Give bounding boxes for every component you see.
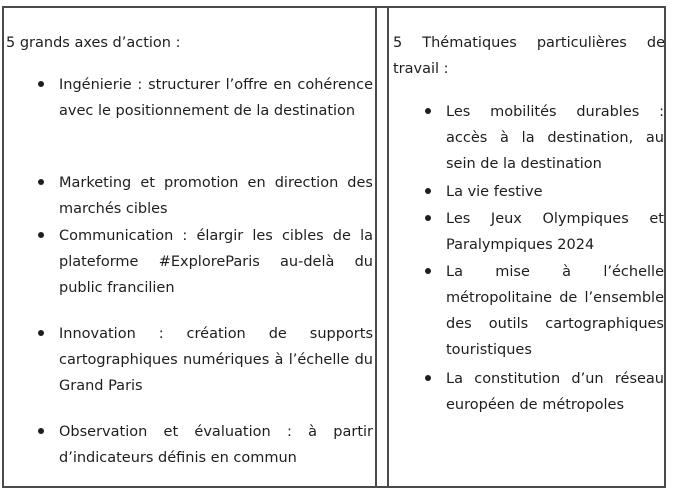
bullet-icon [425,188,431,194]
list-item [59,223,373,301]
column-divider [375,8,389,486]
list-item [59,170,373,222]
bullet-icon [425,375,431,381]
list-item-text: Les Jeux Olympiques et Paralympiques 2024 [446,211,664,253]
list-item-text: Innovation : création de supports cartographiques numériques à l’échelle du Grand Paris [59,326,373,394]
list-item-text: La vie festive [446,184,543,200]
bullet-icon [425,108,431,114]
list-item-text: La constitution d’un réseau européen de métropoles [446,371,664,413]
action-axes-column [4,8,374,486]
list-item-text: Observation et évaluation : à partir d’indicateurs définis en commun [59,424,373,466]
list-item [446,366,664,418]
list-item [59,419,373,471]
list-item-text: Marketing et promotion en direction des marchés cibles [59,175,373,217]
list-item [59,321,373,399]
list-item-text: La mise à l’échelle métropolitaine de l’ensemble des outils cartographiques touristiques [446,264,664,358]
list-item-text: Communication : élargir les cibles de la plateforme #ExploreParis au-delà du public francilien [59,228,373,296]
list-item [446,99,664,177]
bullet-icon [38,428,44,434]
list-item [59,72,373,124]
bullet-icon [38,179,44,185]
bullet-icon [38,81,44,87]
bullet-icon [425,268,431,274]
bullet-icon [38,330,44,336]
list-item-text: Les mobilités durables : accès à la destination, au sein de la destination [446,104,664,172]
action-axes-heading: 5 grands axes d’action : [6,35,181,51]
bullet-icon [38,232,44,238]
list-item [446,259,664,363]
themes-heading: 5 Thématiques particulières de travail : [393,35,665,77]
list-item-text: Ingénierie : structurer l’offre en cohérence avec le positionnement de la destination [59,77,373,119]
list-item [446,179,664,205]
bullet-icon [425,215,431,221]
two-column-table [2,6,666,488]
list-item [446,206,664,258]
themes-column [391,8,665,486]
